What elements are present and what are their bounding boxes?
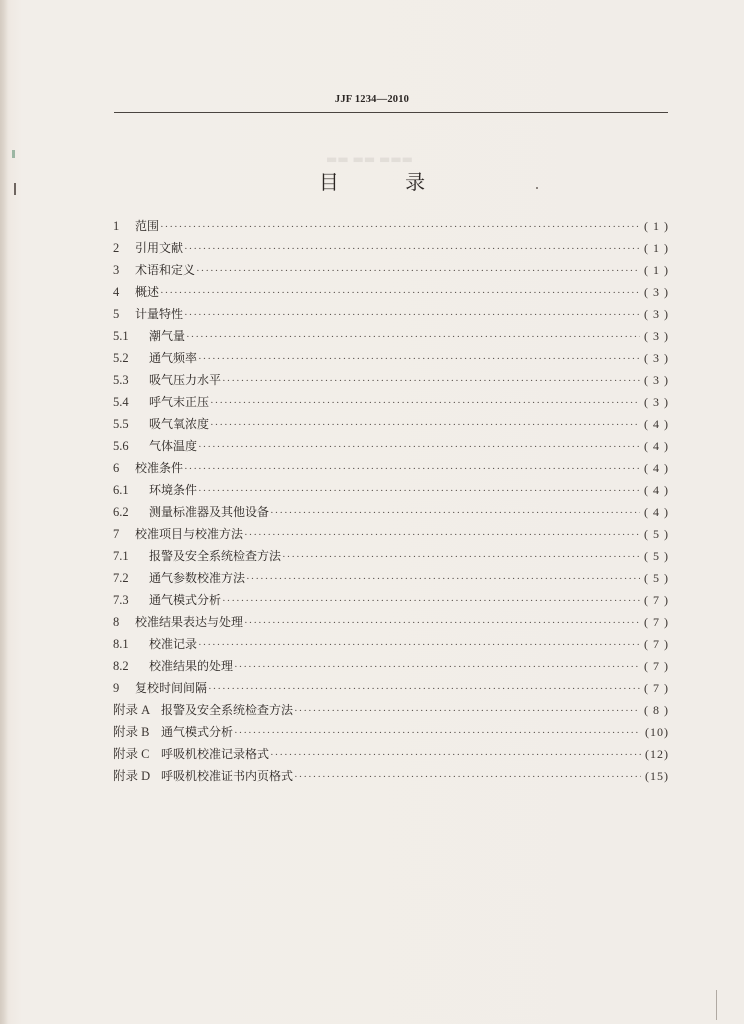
toc-entry xyxy=(113,611,669,633)
toc-leader-dots xyxy=(198,634,640,656)
toc-entry-page: ( 1 ) xyxy=(644,263,669,277)
toc-entry-number: 附录 D xyxy=(113,769,151,783)
toc-entry-number: 4 xyxy=(113,285,120,299)
toc-entry-number: 3 xyxy=(113,263,120,277)
toc-entry-number: 8 xyxy=(113,615,120,629)
toc-entry-title: 通气模式分析 xyxy=(161,725,234,739)
toc-entry-number: 6.1 xyxy=(113,483,129,497)
toc-leader-dots xyxy=(198,480,640,502)
toc-entry-number: 7.2 xyxy=(113,571,129,585)
toc-entry-page: ( 5 ) xyxy=(644,571,669,585)
toc-entry-number: 7.3 xyxy=(113,593,129,607)
toc-entry-page: ( 4 ) xyxy=(644,461,669,475)
toc-entry-title: 报警及安全系统检查方法 xyxy=(161,703,294,717)
toc-entry-title: 校准项目与校准方法 xyxy=(135,527,244,541)
toc-entry-number: 附录 B xyxy=(113,725,150,739)
toc-entry-page: ( 3 ) xyxy=(644,307,669,321)
toc-entry-page: (10) xyxy=(645,725,669,739)
toc-entry xyxy=(113,435,669,457)
scan-mark xyxy=(12,150,15,158)
toc-entry-title: 潮气量 xyxy=(149,329,186,343)
toc-entry xyxy=(113,391,669,413)
toc-entry xyxy=(113,237,669,259)
toc-entry-title: 通气模式分析 xyxy=(149,593,222,607)
toc-entry-number: 6.2 xyxy=(113,505,129,519)
toc-entry-title: 通气参数校准方法 xyxy=(149,571,246,585)
toc-leader-dots xyxy=(244,524,640,546)
binding-shadow xyxy=(0,0,8,1024)
toc-entry-title: 通气频率 xyxy=(149,351,198,365)
standard-code: JJF 1234—2010 xyxy=(334,94,410,105)
toc-entry-title: 呼吸机校准证书内页格式 xyxy=(161,769,294,783)
toc-entry-number: 1 xyxy=(113,219,120,233)
toc-leader-dots xyxy=(246,568,640,590)
toc-entry-title: 吸气氧浓度 xyxy=(149,417,210,431)
toc-entry-page: ( 3 ) xyxy=(644,395,669,409)
toc-leader-dots xyxy=(222,370,640,392)
header-rule xyxy=(114,112,668,113)
toc-leader-dots xyxy=(222,590,640,612)
toc-entry-number: 5.5 xyxy=(113,417,129,431)
toc-title: 目 录 xyxy=(318,170,456,194)
toc-entry-page: ( 4 ) xyxy=(644,439,669,453)
toc-entry xyxy=(113,633,669,655)
toc-entry-number: 5.2 xyxy=(113,351,129,365)
toc-entry-page: ( 3 ) xyxy=(644,329,669,343)
toc-entry-page: ( 7 ) xyxy=(644,659,669,673)
toc-entry-page: ( 7 ) xyxy=(644,593,669,607)
toc-entry xyxy=(113,259,669,281)
toc-entry-title: 呼气末正压 xyxy=(149,395,210,409)
toc-leader-dots xyxy=(198,348,640,370)
toc-leader-dots xyxy=(294,766,641,788)
toc-entry-title: 气体温度 xyxy=(149,439,198,453)
toc-leader-dots xyxy=(196,260,640,282)
toc-entry-title: 报警及安全系统检查方法 xyxy=(149,549,282,563)
toc-entry-title: 校准结果的处理 xyxy=(149,659,234,673)
toc-entry-page: ( 5 ) xyxy=(644,549,669,563)
toc-leader-dots xyxy=(270,502,640,524)
bleed-through-text: ▬▬ ▬▬ ▬▬▬ xyxy=(326,152,413,166)
toc-entry-title: 概述 xyxy=(135,285,160,299)
toc-entry-title: 计量特性 xyxy=(135,307,184,321)
toc-entry-number: 5.6 xyxy=(113,439,129,453)
toc-leader-dots xyxy=(234,722,641,744)
toc-entry-title: 环境条件 xyxy=(149,483,198,497)
toc-leader-dots xyxy=(198,436,640,458)
toc-entry-number: 5.3 xyxy=(113,373,129,387)
toc-entry xyxy=(113,413,669,435)
table-of-contents xyxy=(113,215,669,787)
toc-entry-number: 5 xyxy=(113,307,120,321)
toc-leader-dots xyxy=(210,414,640,436)
toc-entry-page: ( 1 ) xyxy=(644,219,669,233)
toc-entry xyxy=(113,325,669,347)
toc-entry-number: 附录 A xyxy=(113,703,151,717)
toc-leader-dots xyxy=(160,216,640,238)
toc-entry xyxy=(113,567,669,589)
toc-entry-page: ( 3 ) xyxy=(644,285,669,299)
toc-entry xyxy=(113,457,669,479)
toc-leader-dots xyxy=(270,744,641,766)
toc-entry xyxy=(113,655,669,677)
toc-entry-page: ( 5 ) xyxy=(644,527,669,541)
toc-entry-title: 术语和定义 xyxy=(135,263,196,277)
toc-entry-page: ( 4 ) xyxy=(644,417,669,431)
toc-entry-title: 引用文献 xyxy=(135,241,184,255)
toc-entry-title: 测量标准器及其他设备 xyxy=(149,505,270,519)
toc-entry-title: 范围 xyxy=(135,219,160,233)
scan-mark xyxy=(716,990,717,1020)
toc-entry xyxy=(113,699,669,721)
toc-entry xyxy=(113,501,669,523)
toc-entry-number: 5.1 xyxy=(113,329,129,343)
toc-entry-number: 6 xyxy=(113,461,120,475)
toc-entry-number: 7.1 xyxy=(113,549,129,563)
toc-entry xyxy=(113,743,669,765)
toc-leader-dots xyxy=(282,546,640,568)
toc-entry-number: 9 xyxy=(113,681,120,695)
toc-leader-dots xyxy=(184,238,640,260)
toc-entry xyxy=(113,303,669,325)
toc-entry-number: 8.1 xyxy=(113,637,129,651)
toc-entry xyxy=(113,523,669,545)
toc-entry xyxy=(113,215,669,237)
toc-entry-number: 2 xyxy=(113,241,120,255)
toc-entry-page: ( 7 ) xyxy=(644,637,669,651)
toc-entry-title: 呼吸机校准记录格式 xyxy=(161,747,270,761)
toc-entry-number: 5.4 xyxy=(113,395,129,409)
toc-entry-number: 7 xyxy=(113,527,120,541)
toc-entry-page: ( 7 ) xyxy=(644,681,669,695)
toc-leader-dots xyxy=(294,700,640,722)
toc-entry-page: (12) xyxy=(645,747,669,761)
toc-entry xyxy=(113,589,669,611)
toc-entry-page: ( 7 ) xyxy=(644,615,669,629)
toc-entry-page: ( 8 ) xyxy=(644,703,669,717)
toc-entry-title: 校准结果表达与处理 xyxy=(135,615,244,629)
toc-entry-title: 校准记录 xyxy=(149,637,198,651)
toc-entry-page: ( 3 ) xyxy=(644,351,669,365)
toc-leader-dots xyxy=(186,326,640,348)
toc-entry xyxy=(113,765,669,787)
toc-entry xyxy=(113,721,669,743)
toc-leader-dots xyxy=(210,392,640,414)
toc-entry xyxy=(113,677,669,699)
toc-entry xyxy=(113,545,669,567)
toc-entry-page: ( 1 ) xyxy=(644,241,669,255)
toc-leader-dots xyxy=(184,304,640,326)
toc-entry-title: 吸气压力水平 xyxy=(149,373,222,387)
toc-entry xyxy=(113,369,669,391)
toc-entry-number: 附录 C xyxy=(113,747,150,761)
toc-entry-page: (15) xyxy=(645,769,669,783)
toc-entry-title: 校准条件 xyxy=(135,461,184,475)
toc-entry xyxy=(113,347,669,369)
toc-entry-number: 8.2 xyxy=(113,659,129,673)
toc-leader-dots xyxy=(160,282,640,304)
toc-entry xyxy=(113,479,669,501)
toc-entry-page: ( 3 ) xyxy=(644,373,669,387)
toc-leader-dots xyxy=(244,612,640,634)
toc-leader-dots xyxy=(184,458,640,480)
toc-leader-dots xyxy=(208,678,640,700)
toc-entry xyxy=(113,281,669,303)
toc-entry-page: ( 4 ) xyxy=(644,505,669,519)
toc-entry-page: ( 4 ) xyxy=(644,483,669,497)
toc-entry-title: 复校时间间隔 xyxy=(135,681,208,695)
toc-leader-dots xyxy=(234,656,640,678)
